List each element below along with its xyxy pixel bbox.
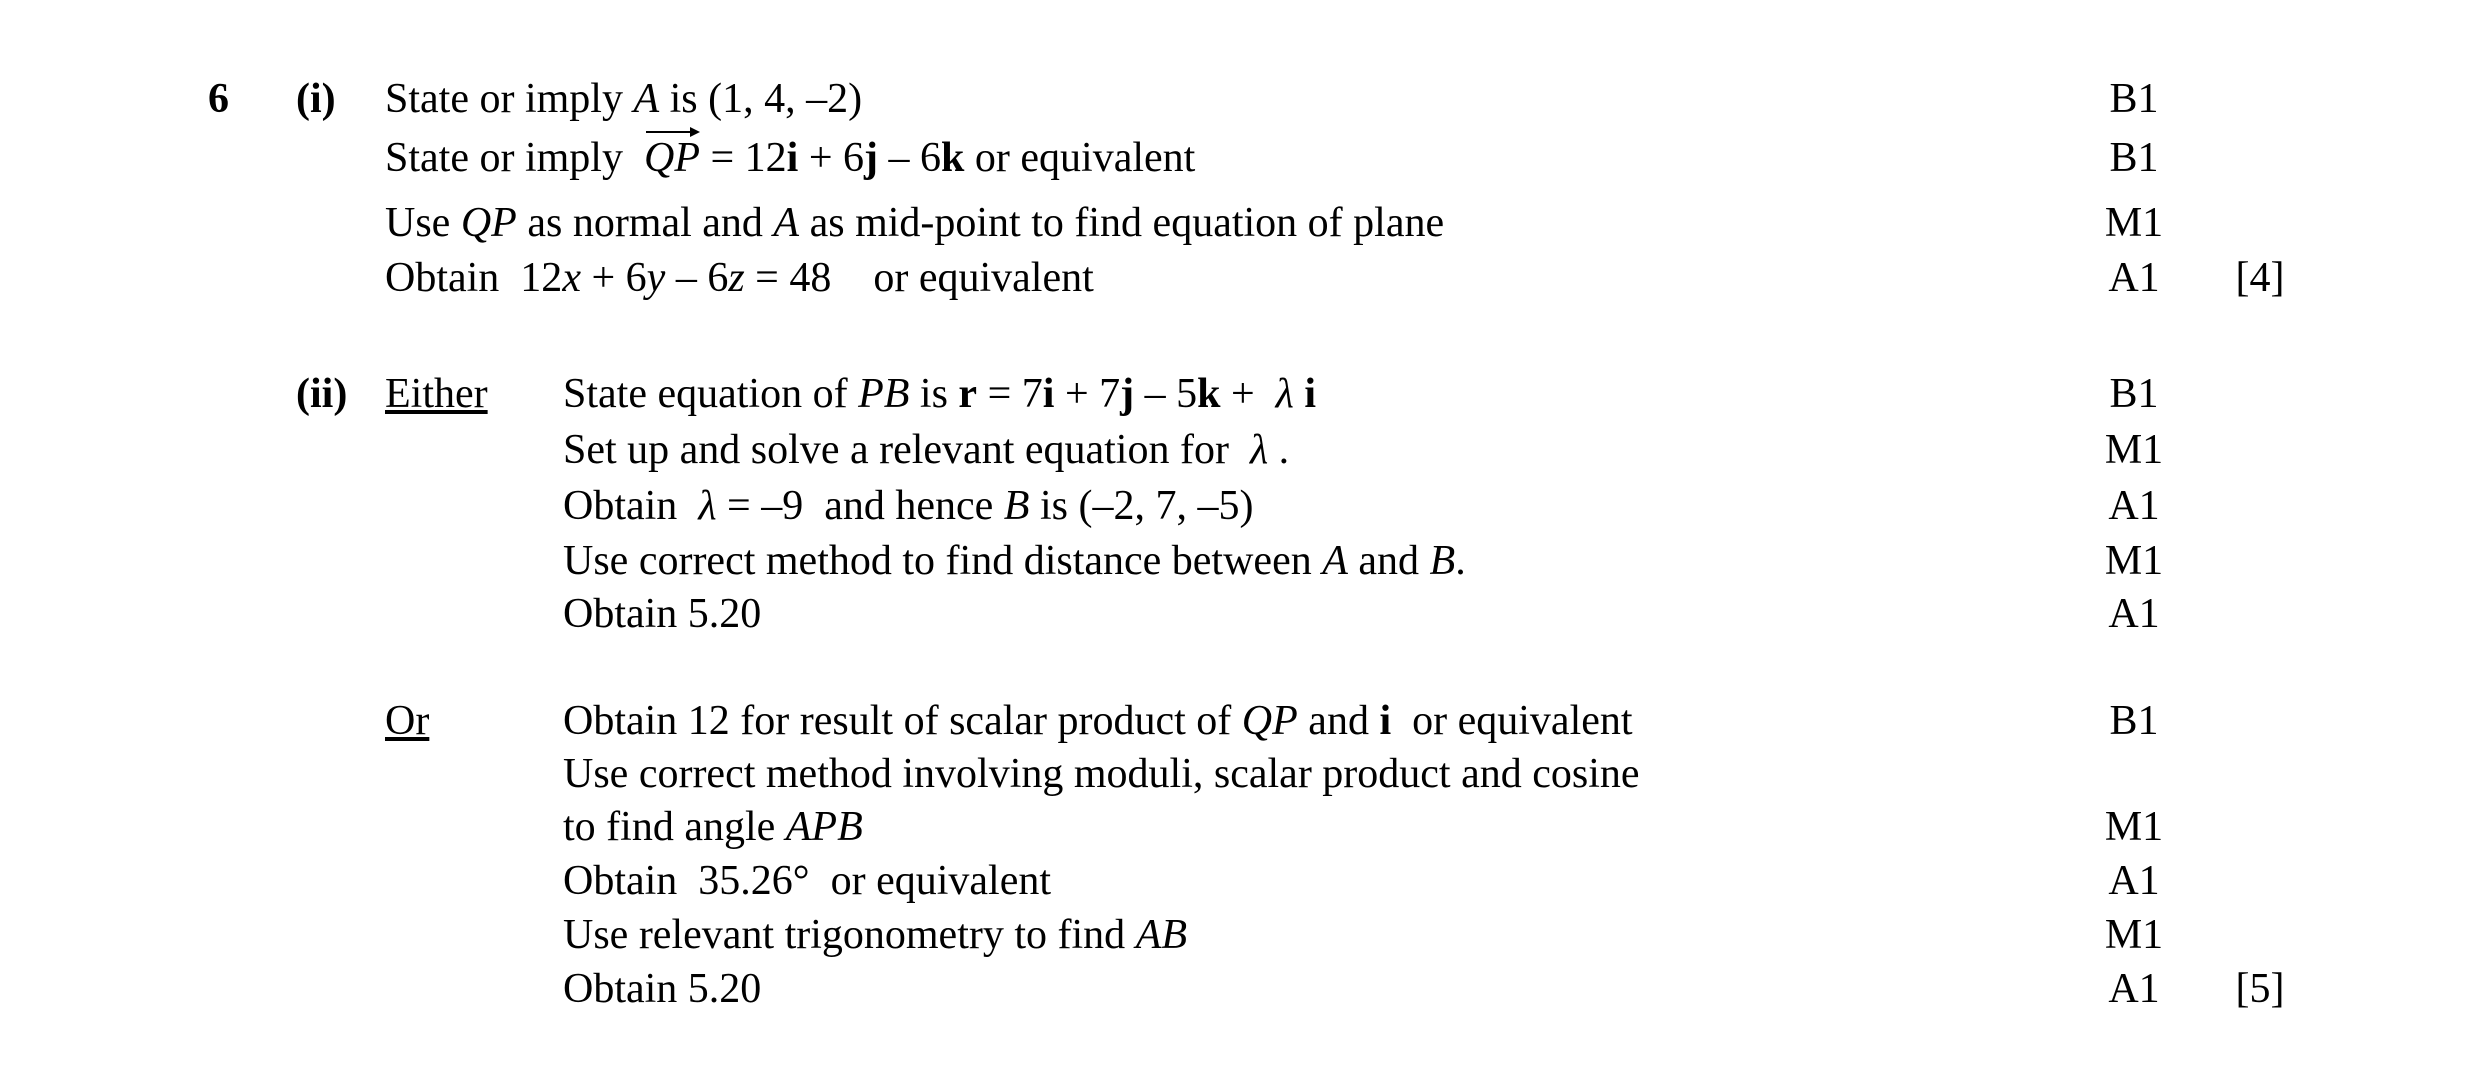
part-ii-either-line-1 — [0, 367, 2480, 421]
line-text — [563, 423, 1289, 477]
line-text — [563, 534, 1466, 588]
math-italic: QP — [1241, 698, 1298, 744]
part-ii-or-line-6 — [0, 962, 2480, 1016]
part-ii-or-line-3 — [0, 800, 2480, 854]
text-segment: – 5 — [1134, 371, 1198, 417]
math-italic: B — [1429, 538, 1456, 584]
mark-code: B1 — [2109, 135, 2159, 181]
line-text — [563, 800, 863, 854]
vector-arrow-icon — [644, 127, 700, 137]
mark-code: B1 — [2109, 698, 2159, 744]
text-segment: Obtain 5.20 — [563, 966, 762, 1012]
text-segment: State or imply — [385, 135, 644, 181]
part-i-label: (i) — [296, 76, 336, 122]
math-bold: k — [941, 135, 965, 181]
line-text — [563, 587, 761, 641]
mark-code: A1 — [2108, 858, 2160, 904]
math-bold: i — [1042, 371, 1055, 417]
line-text — [563, 747, 1640, 801]
text-segment: . — [1268, 427, 1290, 473]
line-text — [563, 908, 1187, 962]
text-segment: Obtain 12 for result of scalar product of — [563, 698, 1242, 744]
text-segment: Use correct method involving moduli, scalar product and cosine — [563, 751, 1640, 797]
text-segment: is (1, 4, –2) — [659, 76, 863, 122]
text-segment: – 6 — [878, 135, 942, 181]
text-segment: as mid-point to find equation of plane — [799, 200, 1445, 246]
part-i-line-2 — [0, 131, 2480, 185]
line-text — [385, 196, 1444, 250]
text-segment — [1294, 371, 1305, 417]
line-text — [563, 694, 1633, 748]
text-segment: Use relevant trigonometry to find — [563, 912, 1136, 958]
part-ii-either-line-2 — [0, 423, 2480, 477]
text-segment: – 6 — [665, 255, 729, 301]
text-segment: Use — [385, 200, 461, 246]
mark-code: M1 — [2104, 538, 2164, 584]
text-segment: Set up and solve a relevant equation for — [563, 427, 1250, 473]
text-segment: State equation of — [563, 371, 859, 417]
part-ii-either-line-4 — [0, 534, 2480, 588]
text-segment: or equivalent — [964, 135, 1196, 181]
part-i-line-1 — [0, 72, 2480, 126]
math-italic: B — [1003, 483, 1030, 529]
math-italic: λ — [1275, 371, 1294, 417]
part-ii-or-line-5 — [0, 908, 2480, 962]
text-segment: . — [1455, 538, 1466, 584]
math-bold: j — [864, 135, 879, 181]
math-italic: QP — [460, 200, 517, 246]
math-italic: λ — [698, 483, 717, 529]
math-bold: k — [1197, 371, 1221, 417]
part-ii-label: (ii) — [296, 371, 348, 417]
part-ii-either-line-5 — [0, 587, 2480, 641]
mark-code: B1 — [2109, 76, 2159, 122]
math-italic: y — [646, 255, 666, 301]
math-bold: r — [958, 371, 978, 417]
math-italic: λ — [1249, 427, 1269, 473]
mark-code: M1 — [2104, 427, 2164, 473]
mark-code: A1 — [2108, 591, 2160, 637]
mark-total: [5] — [2235, 966, 2285, 1012]
part-i-line-4 — [0, 251, 2480, 305]
mark-code: M1 — [2104, 912, 2164, 958]
math-italic: A — [773, 200, 800, 246]
part-i-line-3 — [0, 196, 2480, 250]
line-text — [563, 962, 761, 1016]
question-number: 6 — [208, 76, 229, 122]
mark-total: [4] — [2235, 255, 2285, 301]
math-italic: AB — [1135, 912, 1187, 958]
math-italic: A — [1322, 538, 1348, 584]
either-label: Either — [385, 371, 488, 417]
part-ii-or-line-4 — [0, 854, 2480, 908]
mark-code: B1 — [2109, 371, 2159, 417]
text-segment: is — [909, 371, 959, 417]
math-italic: PB — [858, 371, 910, 417]
line-text — [563, 479, 1253, 533]
line-text — [385, 72, 862, 126]
mark-code: M1 — [2104, 804, 2164, 850]
math-italic: APB — [785, 804, 863, 850]
text-segment: and — [1347, 538, 1430, 584]
math-bold: i — [786, 135, 799, 181]
text-segment: and — [1297, 698, 1380, 744]
text-segment: = 7 — [977, 371, 1043, 417]
math-italic: z — [728, 255, 745, 301]
or-label: Or — [385, 698, 430, 744]
text-segment: to find angle — [563, 804, 786, 850]
text-segment: is (–2, 7, –5) — [1029, 483, 1254, 529]
text-segment: = 12 — [699, 135, 787, 181]
text-segment: Obtain 35.26° or equivalent — [563, 858, 1052, 904]
line-text — [385, 131, 1195, 185]
math-italic: x — [562, 255, 581, 301]
text-segment: or equivalent — [1391, 698, 1633, 744]
text-segment: Obtain 12 — [385, 255, 563, 301]
text-segment: + 6 — [580, 255, 647, 301]
math-bold: i — [1304, 371, 1317, 417]
math-italic: A — [633, 76, 660, 122]
text-segment: + 7 — [1054, 371, 1121, 417]
text-segment: State or imply — [385, 76, 634, 122]
part-ii-or-line-1 — [0, 694, 2480, 748]
text-segment: Obtain — [563, 483, 699, 529]
part-ii-either-line-3 — [0, 479, 2480, 533]
math-bold: i — [1379, 698, 1392, 744]
mark-code: M1 — [2104, 200, 2164, 246]
math-bold: j — [1120, 371, 1135, 417]
mark-code: A1 — [2108, 483, 2160, 529]
mark-code: A1 — [2108, 255, 2160, 301]
line-text — [563, 367, 1316, 421]
text-segment: + 6 — [798, 135, 865, 181]
text-segment: = 48 or equivalent — [744, 255, 1094, 301]
text-segment: + — [1220, 371, 1276, 417]
part-ii-or-line-2 — [0, 747, 2480, 801]
text-segment: = –9 and hence — [716, 483, 1004, 529]
line-text — [563, 854, 1051, 908]
text-segment: Use correct method to find distance between — [563, 538, 1323, 584]
text-segment: as normal and — [516, 200, 774, 246]
vector-qp: QP — [644, 131, 700, 185]
mark-code: A1 — [2108, 966, 2160, 1012]
line-text — [385, 251, 1094, 305]
text-segment: Obtain 5.20 — [563, 591, 762, 637]
